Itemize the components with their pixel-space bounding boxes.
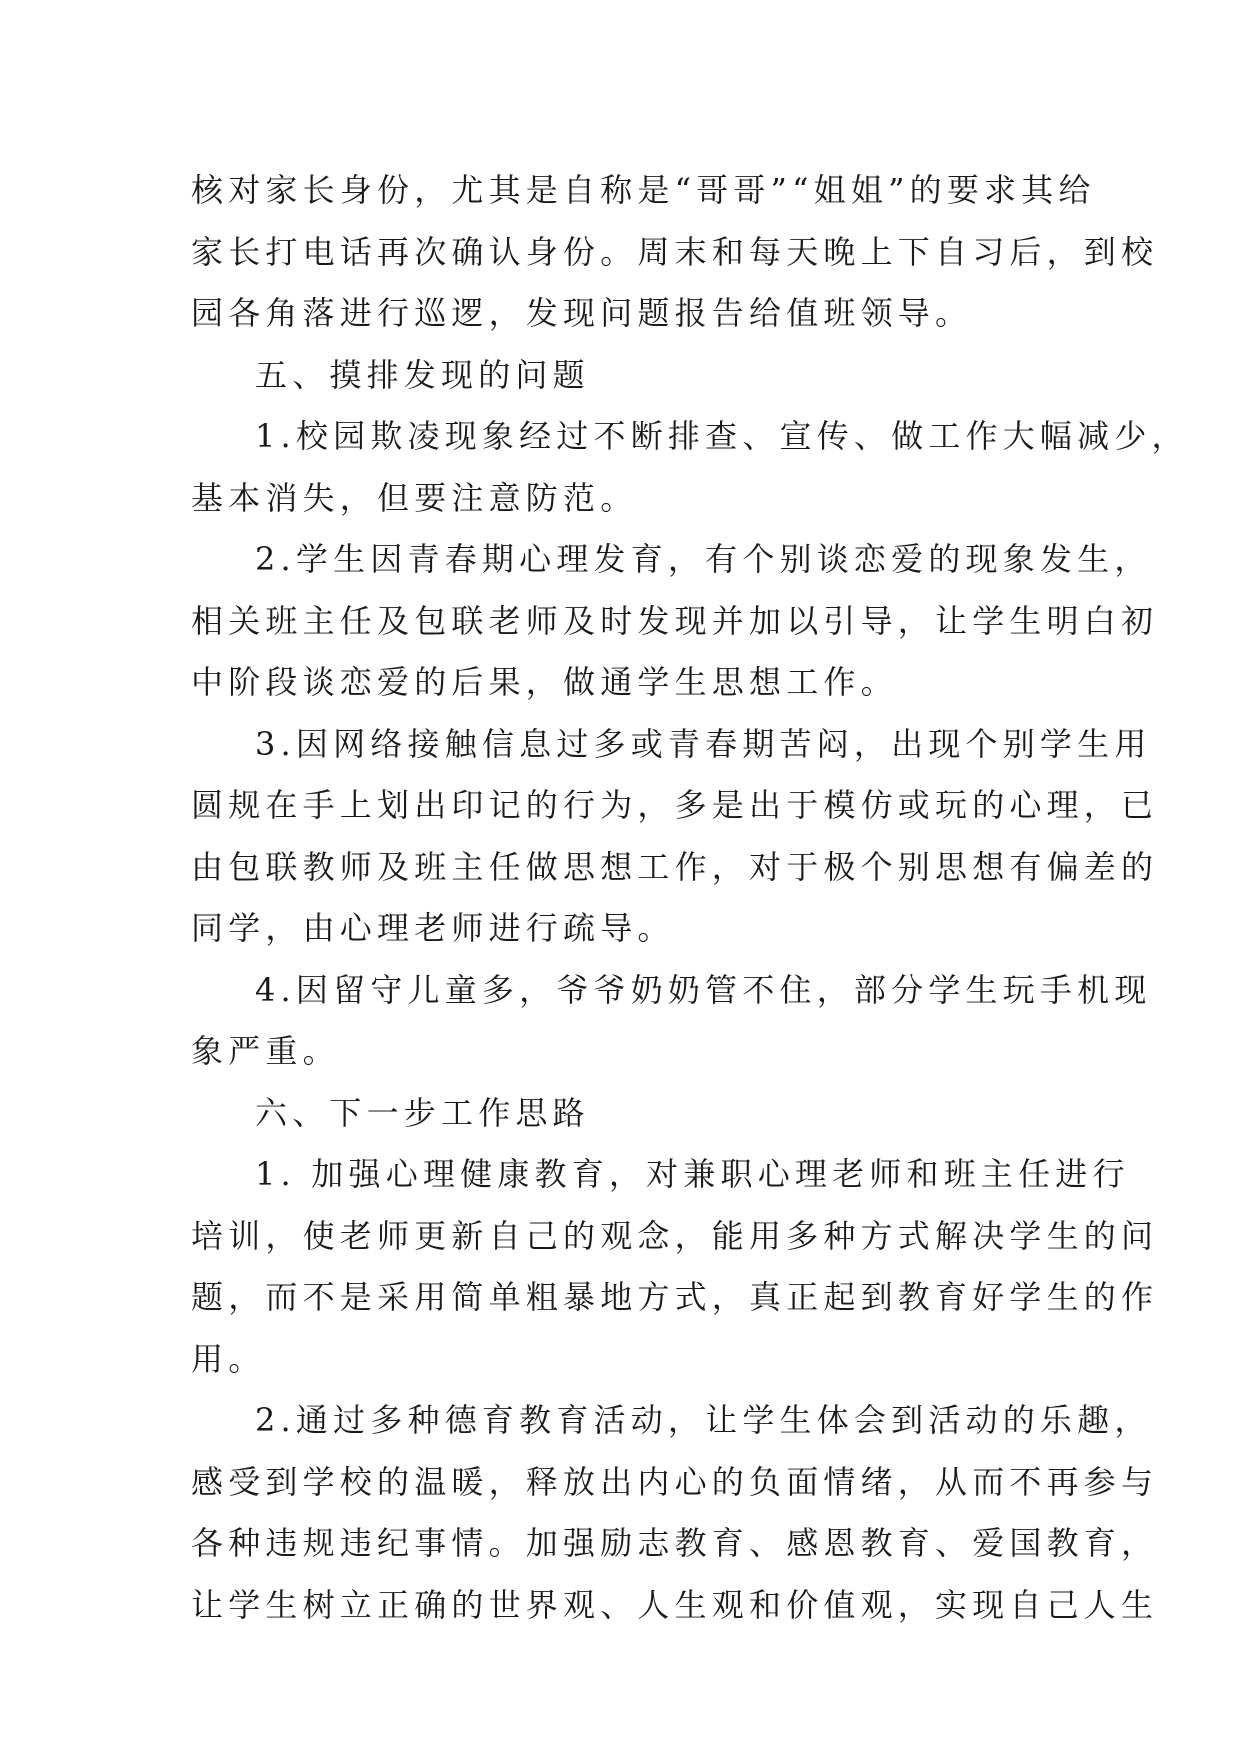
body-line: 培训，使老师更新自己的观念，能用多种方式解决学生的问 [191,1216,1159,1255]
list-item-start: 2.通过多种德育教育活动，让学生体会到活动的乐趣， [255,1401,1152,1439]
section-heading: 六、下一步工作思路 [255,1093,590,1132]
body-line: 相关班主任及包联老师及时发现并加以引导，让学生明白初 [191,601,1159,640]
body-line: 用。 [191,1339,266,1378]
body-line: 让学生树立正确的世界观、人生观和价值观，实现自己人生 [191,1585,1159,1624]
body-line: 家长打电话再次确认身份。周末和每天晚上下自习后，到校 [191,232,1159,271]
body-line: 中阶段谈恋爱的后果，做通学生思想工作。 [191,663,898,701]
body-line: 园各角落进行巡逻，发现问题报告给值班领导。 [191,294,973,332]
list-item-start: 4.因留守儿童多，爷爷奶奶管不住，部分学生玩手机现 [255,970,1152,1009]
body-line: 象严重。 [191,1032,340,1070]
body-line: 感受到学校的温暖，释放出内心的负面情绪，从而不再参与 [191,1462,1159,1501]
body-line: 由包联教师及班主任做思想工作，对于极个别思想有偏差的 [191,847,1159,886]
body-line: 各种违规违纪事情。加强励志教育、感恩教育、爱国教育， [191,1524,1159,1562]
body-line: 同学，由心理老师进行疏导。 [191,909,675,947]
list-item-start: 1.校园欺凌现象经过不断排查、宣传、做工作大幅减少， [255,417,1189,455]
body-line: 基本消失，但要注意防范。 [191,478,638,517]
list-item-start: 2.学生因青春期心理发育，有个别谈恋爱的现象发生， [255,540,1152,578]
body-line: 核对家长身份，尤其是自称是“哥哥”“姐姐”的要求其给 [191,171,1096,209]
body-line: 题，而不是采用简单粗暴地方式，真正起到教育好学生的作 [191,1278,1159,1316]
list-item-start: 3.因网络接触信息过多或青春期苦闷，出现个别学生用 [255,724,1152,763]
list-item-start: 1. 加强心理健康教育，对兼职心理老师和班主任进行 [255,1155,1130,1193]
document-body [191,160,1189,1636]
body-line: 圆规在手上划出印记的行为，多是出于模仿或玩的心理，已 [191,786,1159,824]
section-heading: 五、摸排发现的问题 [255,355,590,394]
